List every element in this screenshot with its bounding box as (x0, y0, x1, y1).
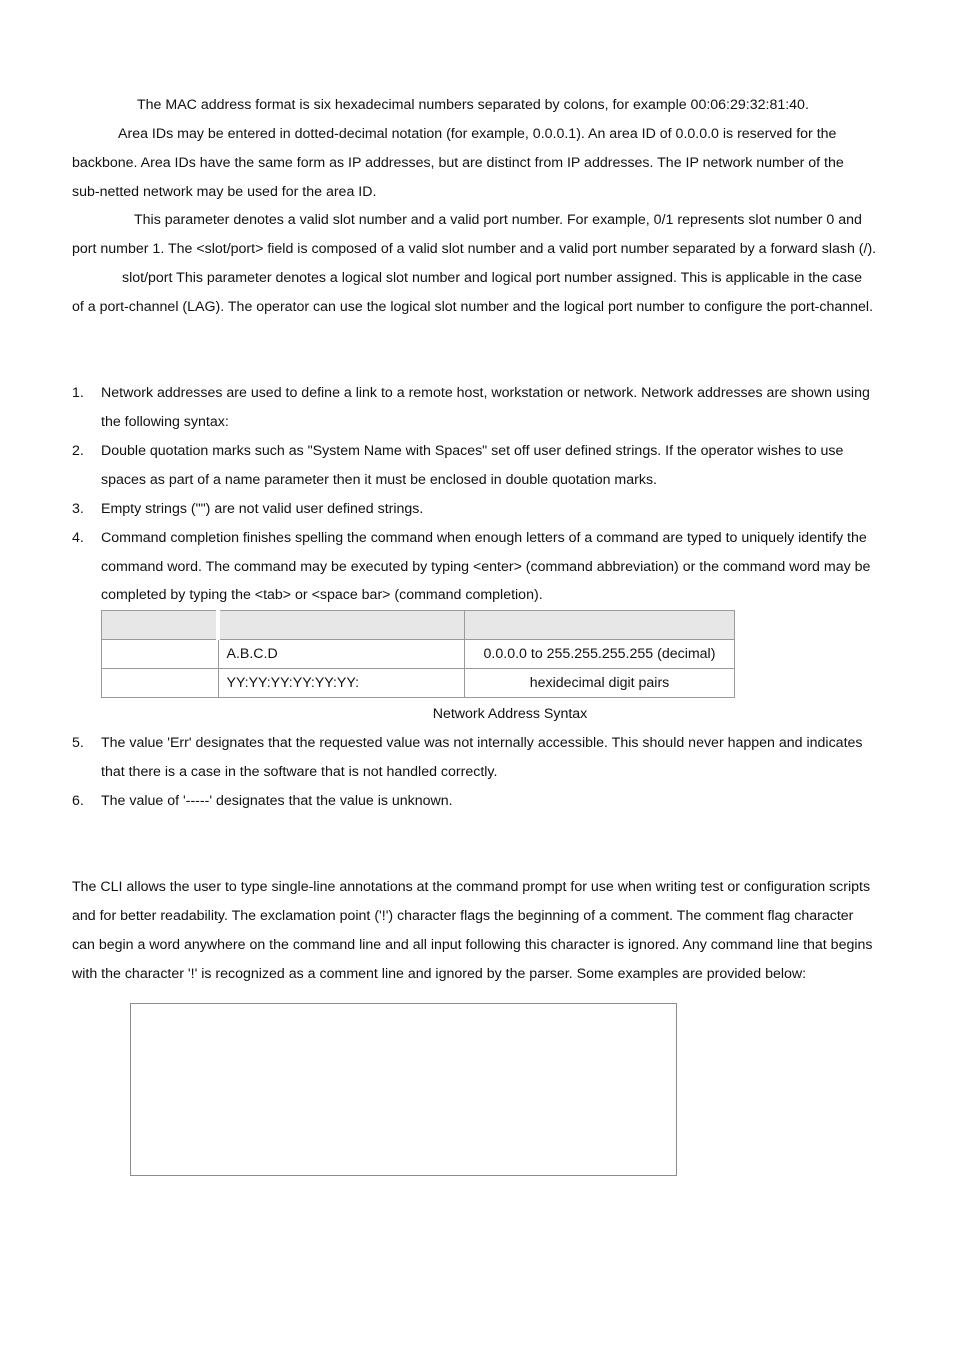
list-number: 4. (72, 530, 84, 546)
list-text: that there is a case in the software that is not handled correctly. (101, 764, 498, 780)
text-line: backbone. Area IDs have the same form as IP addresses, but are distinct from IP addresses. The IP network number of the (72, 155, 844, 171)
list-number: 5. (72, 735, 84, 751)
text-line: can begin a word anywhere on the command line and all input following this character is ignored. Any command line that begins (72, 937, 873, 953)
list-number: 1. (72, 385, 84, 401)
network-address-table (101, 610, 735, 698)
list-text: The value 'Err' designates that the requested value was not internally accessible. This should never happen and indicates (101, 735, 863, 751)
list-text: Network addresses are used to define a link to a remote host, workstation or network. Network addresses are shown using (101, 385, 870, 401)
text-line: sub-netted network may be used for the area ID. (72, 184, 377, 200)
list-text: Empty strings ("") are not valid user defined strings. (101, 501, 424, 517)
table-cell: YY:YY:YY:YY:YY:YY: (218, 669, 465, 698)
table-cell (102, 669, 219, 698)
text-line: of a port-channel (LAG). The operator can use the logical slot number and the logical port number to configure the port-channel. (72, 299, 874, 315)
list-text: completed by typing the <tab> or <space bar> (command completion). (101, 587, 543, 603)
list-number: 6. (72, 793, 84, 809)
list-text: Command completion finishes spelling the command when enough letters of a command are typed to uniquely identify the (101, 530, 867, 546)
list-number: 2. (72, 443, 84, 459)
list-text: spaces as part of a name parameter then it must be enclosed in double quotation marks. (101, 472, 657, 488)
text-line: port number 1. The <slot/port> field is composed of a valid slot number and a valid port number separated by a forward slash (/). (72, 241, 877, 257)
table-caption: Network Address Syntax (432, 706, 588, 722)
header-cell (465, 611, 735, 640)
list-text: command word. The command may be executed by typing <enter> (command abbreviation) or the command word may be (101, 559, 871, 575)
table-row (102, 669, 735, 698)
header-cell (218, 611, 465, 640)
table-cell: A.B.C.D (218, 640, 465, 669)
list-text: the following syntax: (101, 414, 229, 430)
text-line: This parameter denotes a valid slot number and a valid port number. For example, 0/1 represents slot number 0 and (134, 212, 862, 228)
text-line: slot/port This parameter denotes a logical slot number and logical port number assigned. This is applicable in the case (122, 270, 863, 286)
example-box (130, 1003, 677, 1176)
table-cell (102, 640, 219, 669)
list-text: Double quotation marks such as "System Name with Spaces" set off user defined strings. If the operator wishes to use (101, 443, 844, 459)
header-cell (102, 611, 219, 640)
text-line: Area IDs may be entered in dotted-decimal notation (for example, 0.0.0.1). An area ID of 0.0.0.0 is reserved for the (118, 126, 837, 142)
table-cell: hexidecimal digit pairs (465, 669, 735, 698)
text-line: The MAC address format is six hexadecimal numbers separated by colons, for example 00:06:29:32:81:40. (137, 97, 809, 113)
text-line: and for better readability. The exclamation point ('!') character flags the beginning of a comment. The comment flag character (72, 908, 854, 924)
text-line: The CLI allows the user to type single-line annotations at the command prompt for use when writing test or configuration scripts (72, 879, 871, 895)
text-line: with the character '!' is recognized as a comment line and ignored by the parser. Some examples are provided below: (72, 966, 807, 982)
table-header-row (102, 611, 735, 640)
list-number: 3. (72, 501, 84, 517)
list-text: The value of '-----' designates that the value is unknown. (101, 793, 453, 809)
table-cell: 0.0.0.0 to 255.255.255.255 (decimal) (465, 640, 735, 669)
table-row (102, 640, 735, 669)
